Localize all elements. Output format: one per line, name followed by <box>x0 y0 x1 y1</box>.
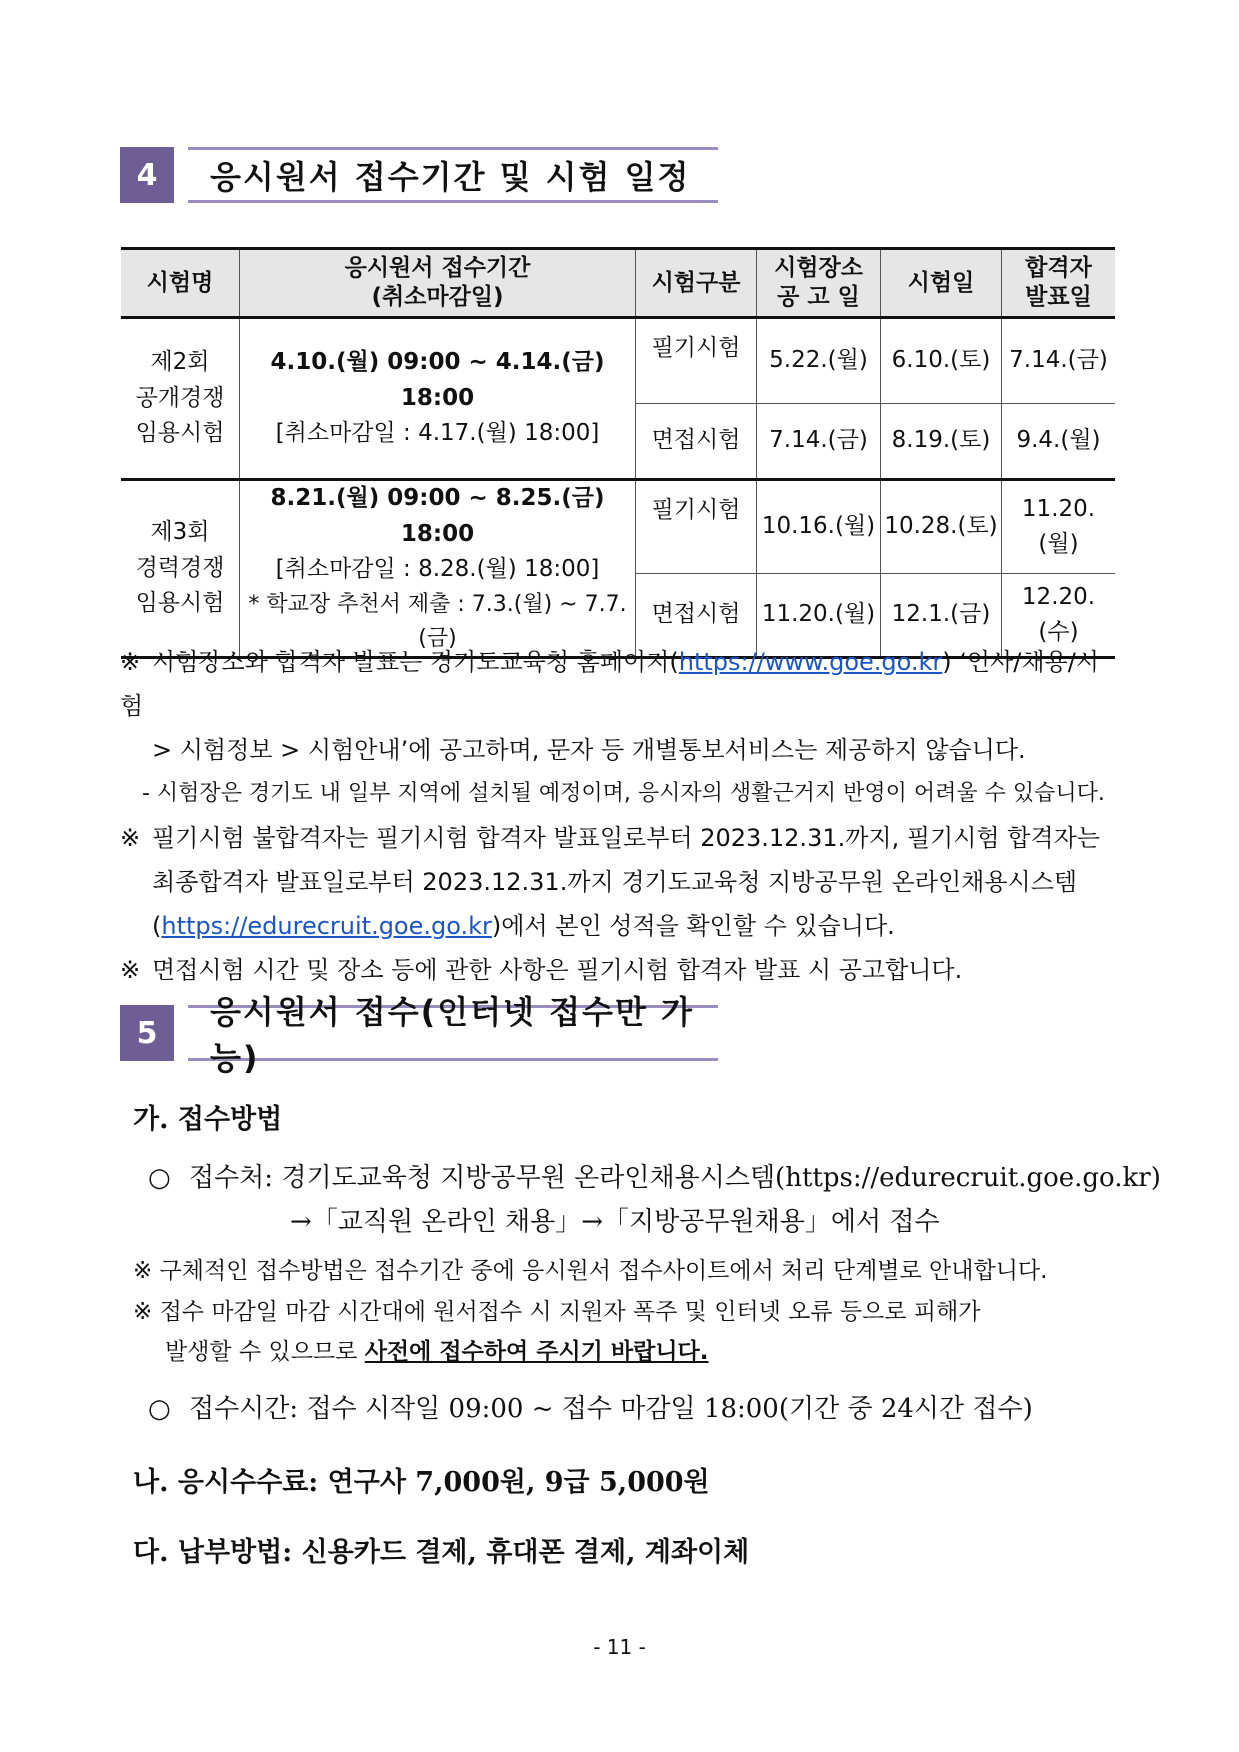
reception-note-2-cont <box>165 1333 709 1366</box>
note-text: ) ‘인사/채용/시험 <box>120 648 1100 720</box>
reception-note-1 <box>133 1252 1047 1285</box>
note-text: ( <box>152 912 162 940</box>
reception-place: 접수처: 경기도교육청 지방공무원 온라인채용시스템(https://edurecruit.goe.go.kr) <box>188 1163 1161 1193</box>
note-3 <box>120 948 1120 992</box>
exam-name-cell <box>121 318 240 480</box>
section-number: 5 <box>120 1005 174 1061</box>
payment-label: 다. 납부방법 <box>133 1537 283 1568</box>
section-5-header <box>120 993 718 1077</box>
fee-label: 나. 응시수수료 <box>133 1467 309 1498</box>
fee-value: : 연구사 7,000원, 9급 5,000원 <box>308 1467 710 1498</box>
venue-cell: 11.20.(월) <box>757 574 881 658</box>
exam-name-line: 경력경쟁 <box>135 554 225 581</box>
type-cell: 필기시험 <box>636 480 757 574</box>
venue-cell: 5.22.(월) <box>757 318 881 404</box>
type-cell: 면접시험 <box>636 574 757 658</box>
section-title: 응시원서 접수기간 및 시험 일정 <box>188 147 718 203</box>
section-4-header <box>120 147 718 203</box>
result-cell: 7.14.(금) <box>1002 318 1116 404</box>
subsection-ga-title: 가. 접수방법 <box>133 1104 283 1135</box>
note-2-cont2 <box>120 904 1120 948</box>
table-header-row <box>121 249 1115 318</box>
note-mark: ※ <box>120 648 141 676</box>
header-result-line1: 합격자 <box>1025 255 1092 282</box>
date-cell: 10.28.(토) <box>881 480 1002 574</box>
header-exam-name: 시험명 <box>121 249 240 318</box>
note-mark: ※ <box>133 1258 153 1284</box>
table-row <box>121 480 1115 574</box>
table-row <box>121 318 1115 404</box>
section-number: 4 <box>120 147 174 203</box>
header-result <box>1002 249 1116 318</box>
header-period-line1: 응시원서 접수기간 <box>344 255 531 282</box>
note-2 <box>120 816 1120 860</box>
reception-place-line <box>148 1157 1161 1194</box>
page-number: - 11 - <box>593 1635 646 1659</box>
circle-bullet: ○ <box>148 1163 171 1193</box>
date-cell: 6.10.(토) <box>881 318 1002 404</box>
note-text: 시험장소와 합격자 발표는 경기도교육청 홈페이지( <box>152 648 679 676</box>
exam-name-line: 제3회 <box>150 519 210 546</box>
header-venue-line1: 시험장소 <box>774 255 863 282</box>
note-emphasis: 사전에 접수하여 주시기 바랍니다. <box>364 1339 709 1365</box>
header-period <box>240 249 636 318</box>
note-text: 구체적인 접수방법은 접수기간 중에 응시원서 접수사이트에서 처리 단계별로 안내합니다. <box>159 1258 1048 1284</box>
header-exam-date: 시험일 <box>881 249 1002 318</box>
header-venue <box>757 249 881 318</box>
type-cell: 면접시험 <box>636 404 757 480</box>
notes-block <box>120 640 1120 992</box>
exam-name-line: 공개경쟁 <box>135 384 225 411</box>
header-period-line2: (취소마감일) <box>371 284 504 310</box>
exam-name-line: 임용시험 <box>135 590 225 617</box>
period-cell <box>240 480 636 658</box>
circle-bullet: ○ <box>148 1394 171 1424</box>
exam-name-cell <box>121 480 240 658</box>
note-1-sub: - 시험장은 경기도 내 일부 지역에 설치될 예정이며, 응시자의 생활근거지 반영이 어려울 수 있습니다. <box>142 781 1105 806</box>
note-text: 접수 마감일 마감 시간대에 원서접수 시 지원자 폭주 및 인터넷 오류 등으로 피해가 <box>159 1299 981 1325</box>
note-mark: ※ <box>120 824 141 852</box>
exam-name-line: 제2회 <box>150 349 210 376</box>
section-title: 응시원서 접수(인터넷 접수만 가능) <box>188 1005 718 1061</box>
period-cancel: [취소마감일 : 8.28.(월) 18:00] <box>275 556 600 583</box>
note-mark: ※ <box>120 956 141 984</box>
exam-schedule-table <box>121 247 1115 659</box>
exam-name-line: 임용시험 <box>135 420 225 447</box>
venue-cell: 7.14.(금) <box>757 404 881 480</box>
header-venue-line2: 공 고 일 <box>777 284 860 310</box>
date-cell: 12.1.(금) <box>881 574 1002 658</box>
header-type: 시험구분 <box>636 249 757 318</box>
homepage-link[interactable]: https://www.goe.go.kr <box>678 648 943 676</box>
note-text: )에서 본인 성적을 확인할 수 있습니다. <box>491 912 895 940</box>
venue-cell: 10.16.(월) <box>757 480 881 574</box>
reception-time: 접수시간: 접수 시작일 09:00 ~ 접수 마감일 18:00(기간 중 24시간 접수) <box>188 1394 1033 1424</box>
period-note: * 학교장 추천서 제출 : 7.3.(월) ~ 7.7.(금) <box>248 591 627 652</box>
payment-value: : 신용카드 결제, 휴대폰 결제, 계좌이체 <box>282 1537 750 1568</box>
note-1 <box>120 640 1120 728</box>
result-cell: 9.4.(월) <box>1002 404 1116 480</box>
note-2-cont: 최종합격자 발표일로부터 2023.12.31.까지 경기도교육청 지방공무원 온라인채용시스템 <box>152 868 1078 896</box>
subsection-da <box>133 1530 749 1569</box>
result-cell: 11.20.(월) <box>1002 480 1116 574</box>
period-main: 4.10.(월) 09:00 ~ 4.14.(금) 18:00 <box>270 349 605 411</box>
header-result-line2: 발표일 <box>1025 284 1092 310</box>
reception-note-2 <box>133 1293 981 1326</box>
period-cell <box>240 318 636 480</box>
note-text: 면접시험 시간 및 장소 등에 관한 사항은 필기시험 합격자 발표 시 공고합니다. <box>152 956 963 984</box>
reception-path: →「교직원 온라인 채용」→「지방공무원채용」에서 접수 <box>290 1207 940 1237</box>
period-cancel: [취소마감일 : 4.17.(월) 18:00] <box>275 420 600 447</box>
note-text: 발생할 수 있으므로 <box>165 1339 358 1365</box>
result-cell: 12.20.(수) <box>1002 574 1116 658</box>
reception-time-line <box>148 1388 1033 1425</box>
type-cell: 필기시험 <box>636 318 757 404</box>
period-main: 8.21.(월) 09:00 ~ 8.25.(금) 18:00 <box>270 485 605 547</box>
note-1-cont: > 시험정보 > 시험안내’에 공고하며, 문자 등 개별통보서비스는 제공하지 않습니다. <box>152 736 1026 764</box>
note-text: 필기시험 불합격자는 필기시험 합격자 발표일로부터 2023.12.31.까지, 필기시험 합격자는 <box>152 824 1100 852</box>
note-mark: ※ <box>133 1299 153 1325</box>
subsection-na <box>133 1460 710 1499</box>
edurecruit-link[interactable]: https://edurecruit.goe.go.kr <box>161 912 492 940</box>
date-cell: 8.19.(토) <box>881 404 1002 480</box>
